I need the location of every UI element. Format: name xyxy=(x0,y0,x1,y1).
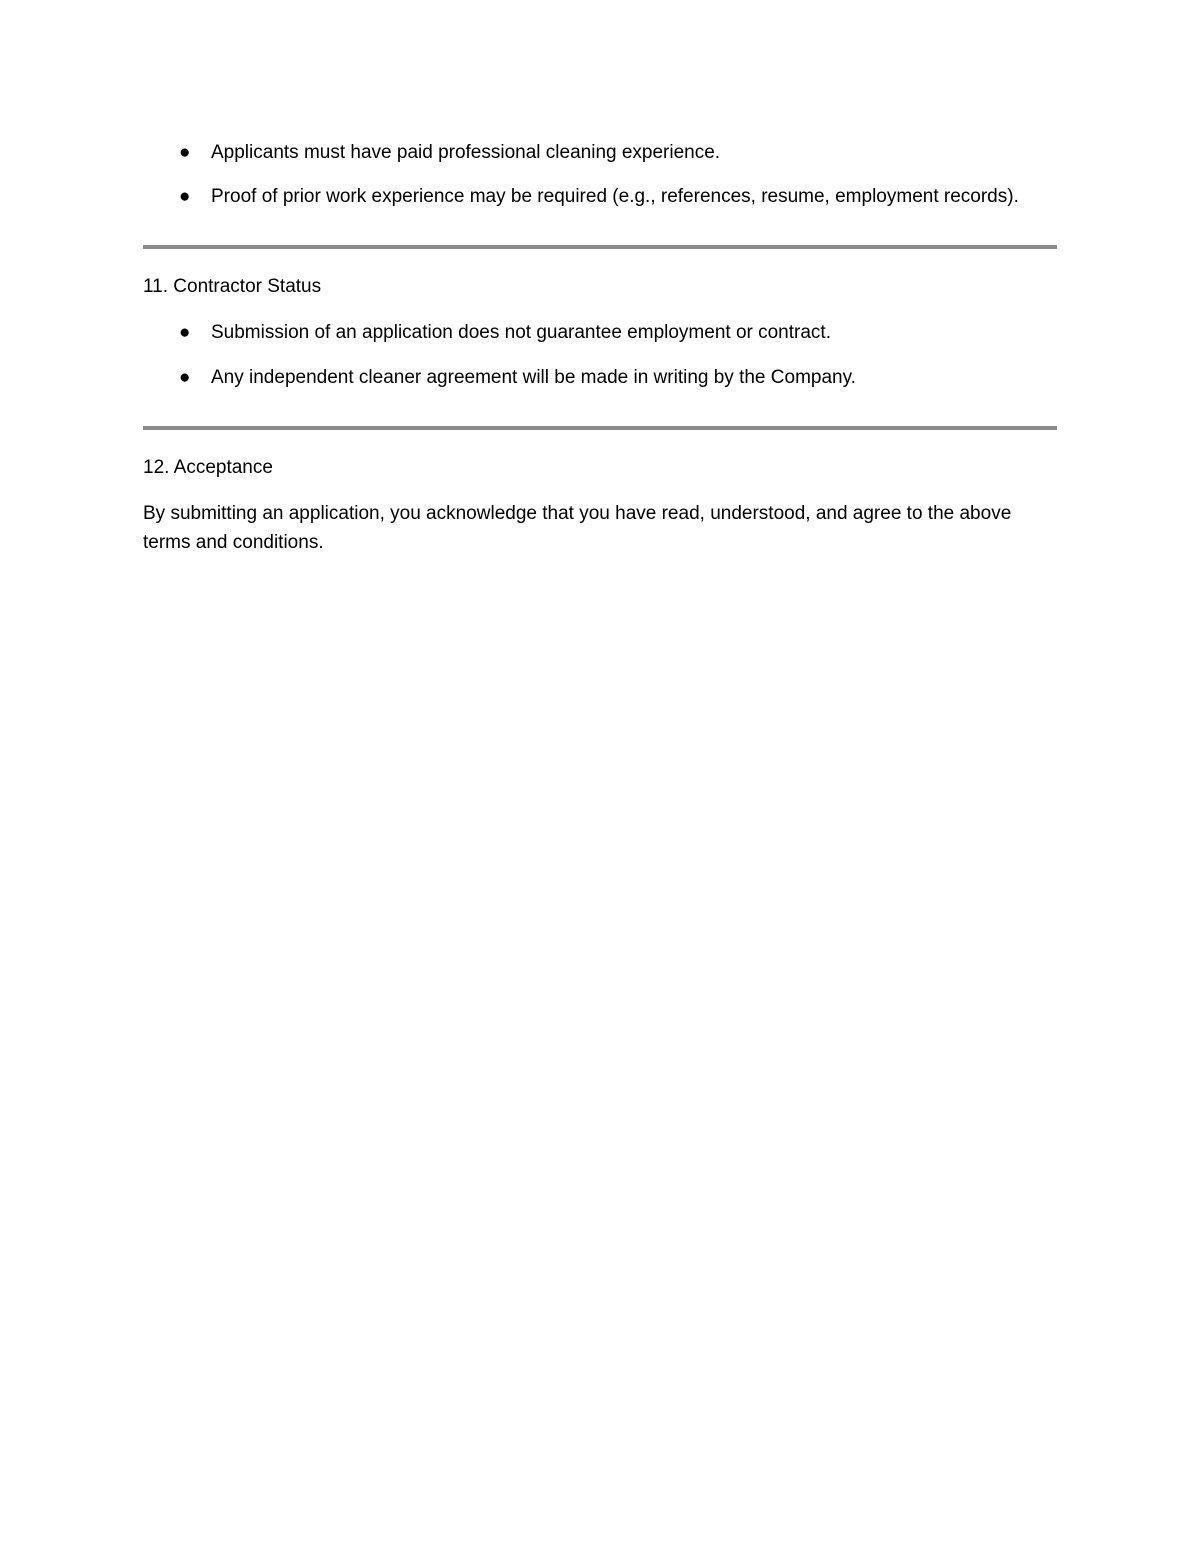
section-divider xyxy=(143,426,1057,430)
list-item-text: Applicants must have paid professional cleaning experience. xyxy=(211,142,721,163)
list-item-text: Submission of an application does not guarantee employment or contract. xyxy=(211,322,831,343)
list-item xyxy=(143,138,1057,167)
list-item xyxy=(143,182,1057,211)
list-item xyxy=(143,363,1057,392)
contractor-status-bullet-list xyxy=(143,318,1057,392)
acceptance-paragraph: By submitting an application, you acknowledge that you have read, understood, and agree to the above terms and conditions. xyxy=(143,503,1012,553)
bullet-icon: ● xyxy=(179,186,191,207)
list-item-text: Proof of prior work experience may be required (e.g., references, resume, employment records). xyxy=(211,186,1019,207)
bullet-icon: ● xyxy=(179,142,191,163)
section-divider xyxy=(143,245,1057,249)
list-item xyxy=(143,318,1057,347)
list-item-text: Any independent cleaner agreement will be made in writing by the Company. xyxy=(211,367,856,388)
section-heading-acceptance: 12. Acceptance xyxy=(143,457,273,478)
bullet-icon: ● xyxy=(179,367,191,388)
experience-bullet-list xyxy=(143,138,1057,211)
section-heading-contractor-status: 11. Contractor Status xyxy=(143,276,322,297)
bullet-icon: ● xyxy=(179,322,191,343)
